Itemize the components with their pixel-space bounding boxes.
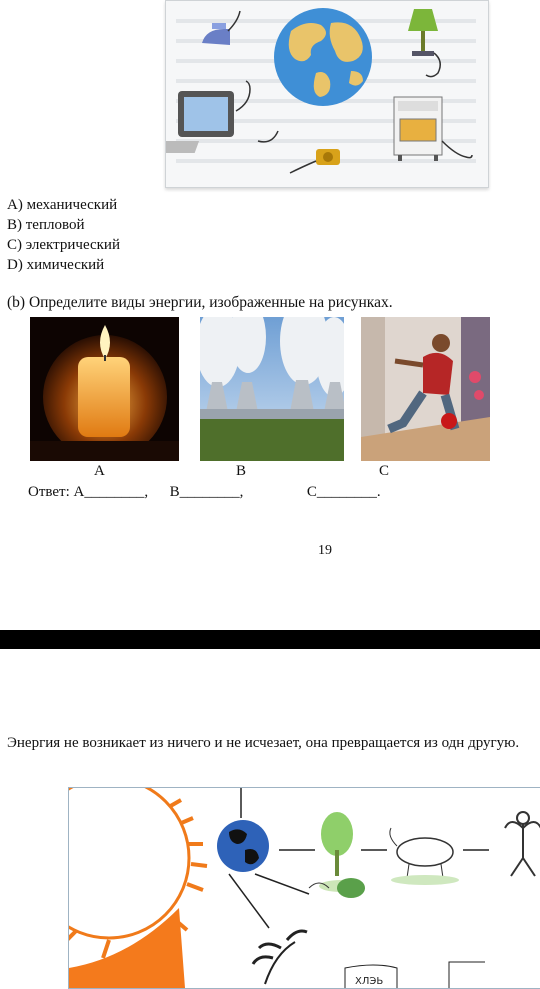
option-c: C) электрический <box>7 237 120 253</box>
sun-icon <box>69 788 207 988</box>
answer-options <box>7 195 120 275</box>
candle-image <box>30 317 179 461</box>
power-plant-photo <box>200 317 344 461</box>
appliances-illustration <box>165 0 489 188</box>
globe-icon <box>274 8 372 106</box>
answer-line <box>28 484 381 501</box>
label-box <box>345 962 485 988</box>
fern-icon <box>253 931 307 984</box>
appliances-drawing <box>166 1 488 187</box>
option-d: D) химический <box>7 257 105 273</box>
page-divider <box>0 630 540 649</box>
stove-icon <box>394 97 472 161</box>
energy-chain-drawing <box>69 788 540 988</box>
cow-icon <box>390 828 459 885</box>
energy-paragraph: Энергия не возникает из ничего и не исчезает, она превращается из одн другую. <box>7 735 520 751</box>
bowling-image <box>361 317 490 461</box>
answer-blank-c[interactable]: C________. <box>306 484 381 500</box>
option-a: A) механический <box>7 197 118 213</box>
page-number: 19 <box>318 543 332 558</box>
bowling-photo <box>361 317 490 461</box>
earth-icon <box>217 820 269 872</box>
caption-c: C <box>379 463 390 479</box>
answer-blank-b[interactable]: B________, <box>169 484 244 500</box>
option-b: B) тепловой <box>7 217 85 233</box>
candle-photo <box>30 317 179 461</box>
caption-a: A <box>94 463 105 479</box>
label-box-text: ХЛЭЬ <box>355 976 384 987</box>
answer-label: Ответ: <box>28 484 70 500</box>
energy-chain-illustration <box>68 787 540 989</box>
power-plant-image <box>200 317 344 461</box>
person-icon <box>505 812 540 876</box>
answer-blank-a[interactable]: A________, <box>73 484 149 500</box>
caption-b: B <box>236 463 247 479</box>
question-text: (b) Определите виды энергии, изображенные на рисунках. <box>7 294 393 311</box>
